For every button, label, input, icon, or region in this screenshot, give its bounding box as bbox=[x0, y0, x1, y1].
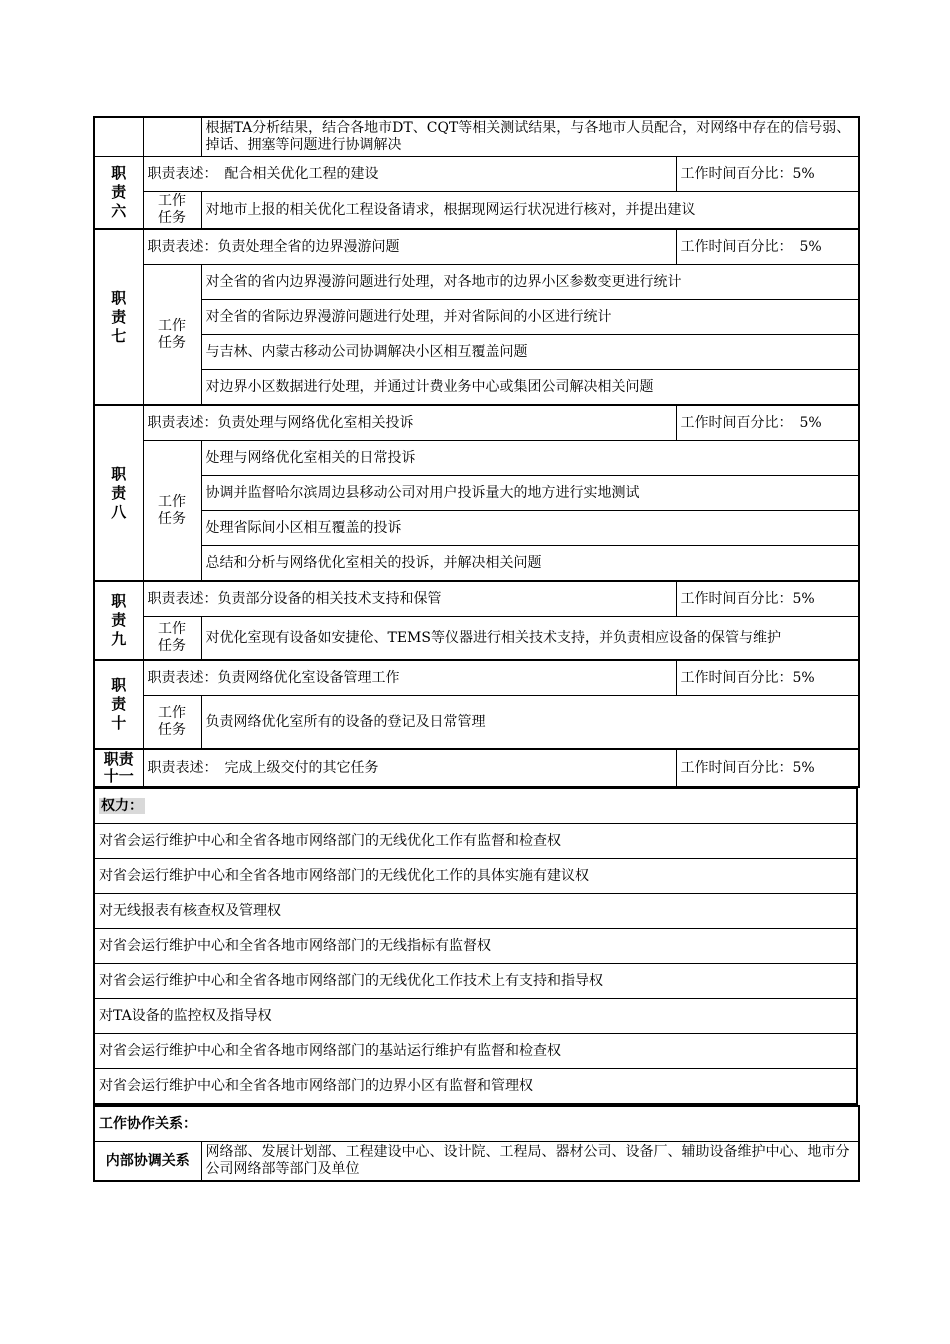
duty9-desc-row bbox=[94, 581, 859, 617]
duty8-label: 职责八 bbox=[94, 405, 143, 581]
duty9-task-row bbox=[94, 617, 859, 661]
duty7-desc: 职责表述：负责处理全省的边界漫游问题 bbox=[143, 229, 676, 265]
duty8-task-3: 总结和分析与网络优化室相关的投诉，并解决相关问题 bbox=[201, 546, 859, 582]
powers-table bbox=[93, 788, 858, 1105]
duty8-task-1: 协调并监督哈尔滨周边县移动公司对用户投诉量大的地方进行实地测试 bbox=[201, 476, 859, 511]
power-row bbox=[94, 929, 857, 964]
duties-table bbox=[93, 116, 860, 788]
duty7-task-label: 工作任务 bbox=[143, 265, 201, 406]
duty7-label: 职责七 bbox=[94, 229, 143, 405]
duty9-task-label: 工作任务 bbox=[143, 617, 201, 661]
duty7-task-row bbox=[94, 265, 859, 300]
duty6-desc: 职责表述： 配合相关优化工程的建设 bbox=[143, 157, 676, 192]
duty7-task-row bbox=[94, 370, 859, 406]
duty8-task-row bbox=[94, 511, 859, 546]
duty10-task-label: 工作任务 bbox=[143, 696, 201, 750]
duty8-desc: 职责表述：负责处理与网络优化室相关投诉 bbox=[143, 405, 676, 441]
power-row bbox=[94, 824, 857, 859]
internal-coordination-value: 网络部、发展计划部、工程建设中心、设计院、工程局、器材公司、设备厂、辅助设备维护中心、地市分公司网络部等部门及单位 bbox=[201, 1142, 859, 1182]
power-item: 对无线报表有核查权及管理权 bbox=[94, 894, 857, 929]
power-item: 对省会运行维护中心和全省各地市网络部门的无线优化工作有监督和检查权 bbox=[94, 824, 857, 859]
power-item: 对省会运行维护中心和全省各地市网络部门的无线指标有监督权 bbox=[94, 929, 857, 964]
duty6-label: 职责六 bbox=[94, 157, 143, 230]
cooperation-table bbox=[93, 1105, 860, 1182]
powers-title-row bbox=[94, 789, 857, 824]
duty7-task-row bbox=[94, 300, 859, 335]
duty11-percent: 工作时间百分比：5% bbox=[676, 749, 859, 787]
duty9-percent: 工作时间百分比：5% bbox=[676, 581, 859, 617]
power-item: 对省会运行维护中心和全省各地市网络部门的无线优化工作的具体实施有建议权 bbox=[94, 859, 857, 894]
powers-title: 权力： bbox=[94, 789, 857, 824]
duty10-label: 职责十 bbox=[94, 660, 143, 749]
duty8-task-0: 处理与网络优化室相关的日常投诉 bbox=[201, 441, 859, 476]
duty8-percent: 工作时间百分比： 5% bbox=[676, 405, 859, 441]
duty-cont-task: 根据TA分析结果，结合各地市DT、CQT等相关测试结果，与各地市人员配合，对网络中存在的信号弱、掉话、拥塞等问题进行协调解决 bbox=[201, 117, 859, 157]
duty-cont-sub-cell bbox=[143, 117, 201, 157]
duty8-task-row bbox=[94, 441, 859, 476]
power-item: 对省会运行维护中心和全省各地市网络部门的边界小区有监督和管理权 bbox=[94, 1069, 857, 1105]
duty6-task-label: 工作任务 bbox=[143, 192, 201, 230]
power-item: 对TA设备的监控权及指导权 bbox=[94, 999, 857, 1034]
power-row bbox=[94, 999, 857, 1034]
cooperation-title-row bbox=[94, 1106, 859, 1142]
duty6-task-row bbox=[94, 192, 859, 230]
duty7-task-2: 与吉林、内蒙古移动公司协调解决小区相互覆盖问题 bbox=[201, 335, 859, 370]
duty10-desc: 职责表述：负责网络优化室设备管理工作 bbox=[143, 660, 676, 696]
duty9-task-0: 对优化室现有设备如安捷伦、TEMS等仪器进行相关技术支持，并负责相应设备的保管与维护 bbox=[201, 617, 859, 661]
internal-coordination-label: 内部协调关系 bbox=[94, 1142, 201, 1182]
duty7-desc-row bbox=[94, 229, 859, 265]
duty8-task-label: 工作任务 bbox=[143, 441, 201, 582]
duty10-percent: 工作时间百分比：5% bbox=[676, 660, 859, 696]
duty8-task-row bbox=[94, 476, 859, 511]
duty11-row bbox=[94, 749, 859, 787]
duty7-task-0: 对全省的省内边界漫游问题进行处理，对各地市的边界小区参数变更进行统计 bbox=[201, 265, 859, 300]
internal-coordination-row bbox=[94, 1142, 859, 1182]
job-description-page bbox=[93, 116, 858, 1182]
power-row bbox=[94, 859, 857, 894]
duty8-desc-row bbox=[94, 405, 859, 441]
duty7-task-3: 对边界小区数据进行处理，并通过计费业务中心或集团公司解决相关问题 bbox=[201, 370, 859, 406]
duty9-label: 职责九 bbox=[94, 581, 143, 660]
duty9-desc: 职责表述：负责部分设备的相关技术支持和保管 bbox=[143, 581, 676, 617]
duty6-percent: 工作时间百分比：5% bbox=[676, 157, 859, 192]
duty7-task-row bbox=[94, 335, 859, 370]
duty6-desc-row bbox=[94, 157, 859, 192]
duty11-label: 职责十一 bbox=[94, 749, 143, 787]
duty7-percent: 工作时间百分比： 5% bbox=[676, 229, 859, 265]
duty6-task-0: 对地市上报的相关优化工程设备请求，根据现网运行状况进行核对，并提出建议 bbox=[201, 192, 859, 230]
duty8-task-2: 处理省际间小区相互覆盖的投诉 bbox=[201, 511, 859, 546]
power-row bbox=[94, 894, 857, 929]
power-item: 对省会运行维护中心和全省各地市网络部门的无线优化工作技术上有支持和指导权 bbox=[94, 964, 857, 999]
duty-cont-label-cell bbox=[94, 117, 143, 157]
duty-continuation-row bbox=[94, 117, 859, 157]
power-item: 对省会运行维护中心和全省各地市网络部门的基站运行维护有监督和检查权 bbox=[94, 1034, 857, 1069]
power-row bbox=[94, 1034, 857, 1069]
power-row bbox=[94, 964, 857, 999]
duty10-desc-row bbox=[94, 660, 859, 696]
power-row bbox=[94, 1069, 857, 1105]
duty8-task-row bbox=[94, 546, 859, 582]
duty10-task-row bbox=[94, 696, 859, 750]
duty11-desc: 职责表述： 完成上级交付的其它任务 bbox=[143, 749, 676, 787]
duty10-task-0: 负责网络优化室所有的设备的登记及日常管理 bbox=[201, 696, 859, 750]
duty7-task-1: 对全省的省际边界漫游问题进行处理，并对省际间的小区进行统计 bbox=[201, 300, 859, 335]
cooperation-title: 工作协作关系： bbox=[94, 1106, 859, 1142]
